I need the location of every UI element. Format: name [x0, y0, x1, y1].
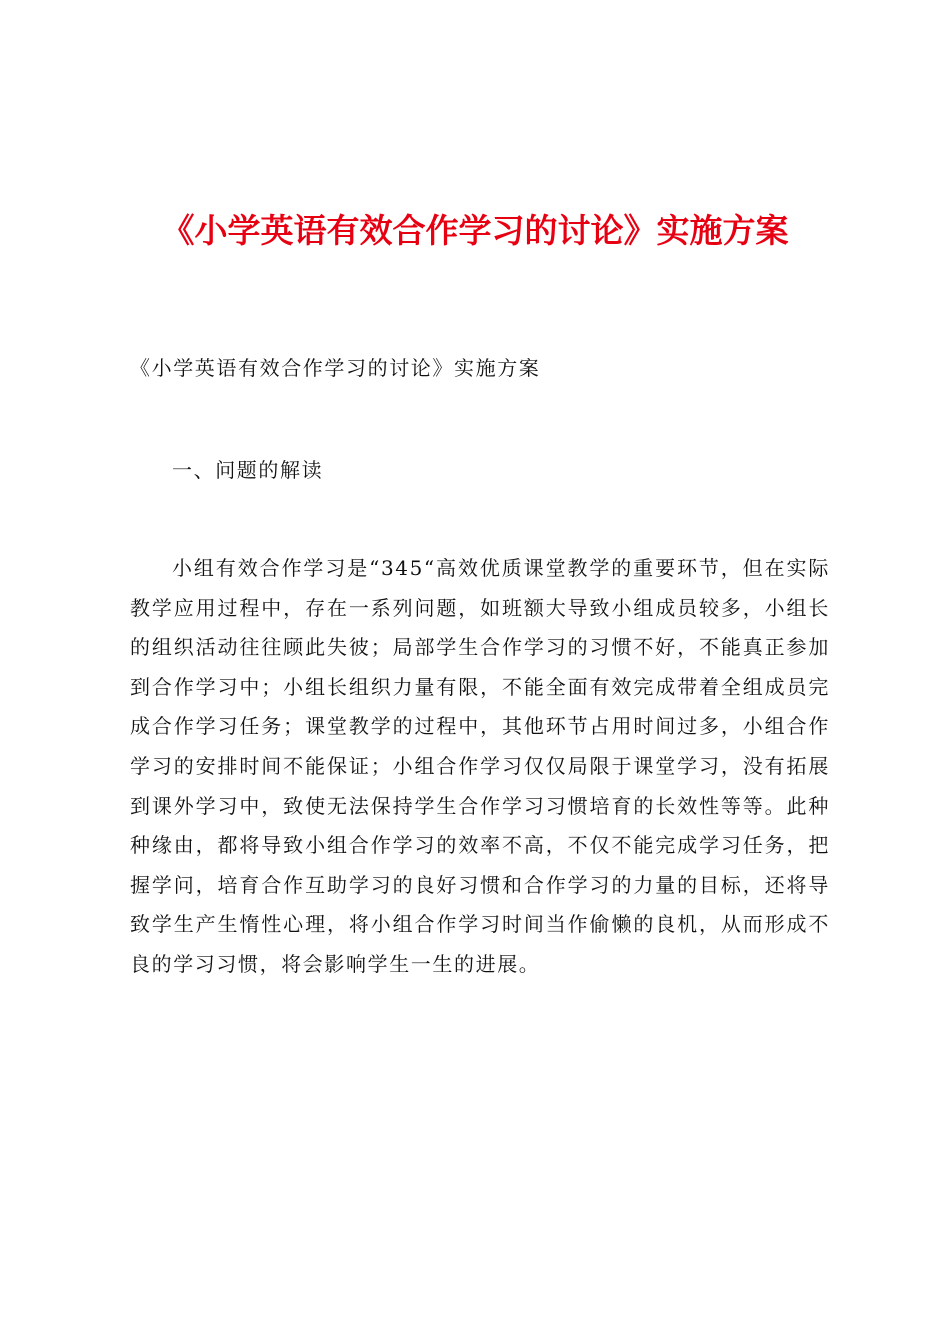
section-heading: 一、问题的解读 — [172, 458, 324, 482]
body-paragraph: 小组有效合作学习是“345“高效优质课堂教学的重要环节，但在实际教学应用过程中，存在一系列问题，如班额大导致小组成员较多，小组长的组织活动往往顾此失彼；局部学生合作学习的习惯不好，不能真正参加到合作学习中；小组长组织力量有限，不能全面有效完成带着全组成员完成合作学习任务；课堂教学的过程中，其他环节占用时间过多，小组合作学习的安排时间不能保证；小组合作学习仅仅局限于课堂学习，没有拓展到课外学习中，致使无法保持学生合作学习习惯培育的长效性等等。此种种缘由，都将导致小组合作学习的效率不高，不仅不能完成学习任务，把握学问，培育合作互助学习的良好习惯和合作学习的力量的目标，还将导致学生产生惰性心理，将小组合作学习时间当作偷懒的良机，从而形成不良的学习习惯，将会影响学生一生的进展。 — [130, 556, 830, 976]
document-subtitle: 《小学英语有效合作学习的讨论》实施方案 — [130, 356, 541, 380]
document-title: 《小学英语有效合作学习的讨论》实施方案 — [161, 211, 789, 250]
